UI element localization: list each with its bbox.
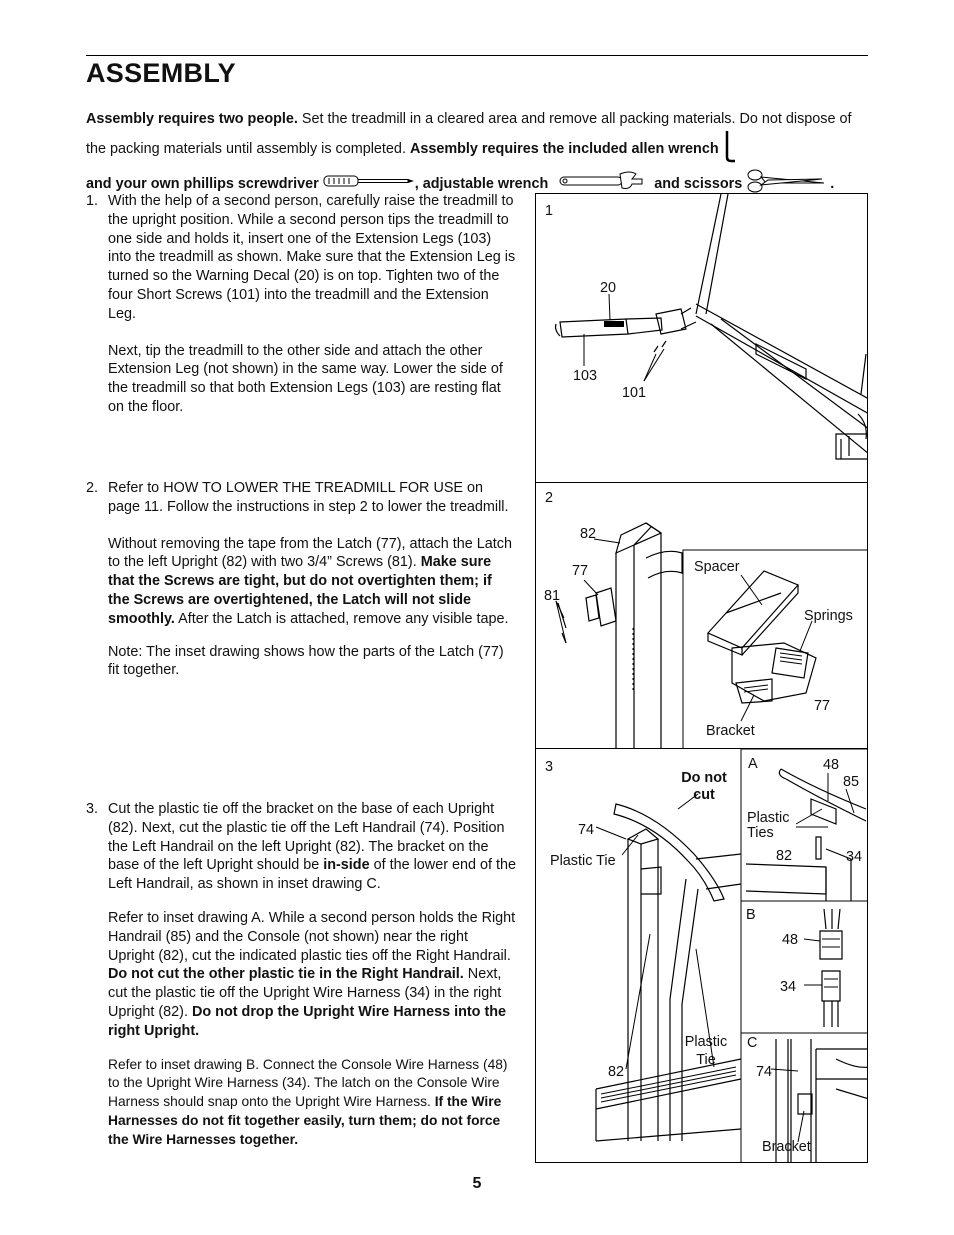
intro-bold-5: and scissors [654, 175, 743, 192]
step-1-para-1: With the help of a second person, carefully raise the treadmill to the upright position. While a second person tips the treadmill to one side and holds it, insert one of the Extension Legs (103) into the treadmill as shown. Make sure that the Extension Leg is turned so the Warning Decal (20) is on top. Tighten two of the four Short Screws (101) into the treadmill and the Extension Leg. [108, 193, 516, 322]
page-number: 5 [472, 1175, 482, 1192]
inset-c-label-bracket: Bracket [762, 1139, 811, 1155]
step-3-bold-3b: If the Wire Harnesses do not fit together easily, turn them; do not force the Wire Harnesses together. [108, 1094, 502, 1147]
step-2-bold-b: Make sure that the Screws are tight, but do not overtighten them; if the Screws are overtightened, the Latch will not slide smoothly. [108, 554, 492, 627]
step-1 [86, 192, 516, 435]
inset-a-label-82: 82 [776, 848, 793, 864]
intro-text-1: Set the treadmill in a cleared area and remove all packing materials. Do not dispose of the packing materials until assembly is completed. [86, 111, 852, 157]
fig-2-label-77: 77 [572, 563, 589, 579]
fig-2-label-spacer: Spacer [694, 559, 740, 575]
page-title: ASSEMBLY [86, 58, 236, 88]
figure-1-panel [535, 193, 868, 483]
intro-paragraph [86, 110, 868, 199]
intro-end: . [830, 175, 835, 192]
figure-3-panel [535, 748, 868, 1163]
inset-a-label-48: 48 [823, 757, 840, 773]
step-3-text-3a: Refer to inset drawing B. Connect the Console Wire Harness (48) to the Upright Wire Harness (34). The latch on the Console Wire Harness should snap onto the Upright Wire Harness. [108, 1056, 508, 1110]
inset-a-letter: A [748, 756, 758, 772]
inset-a-label-85: 85 [843, 774, 860, 790]
fig-3-label-74: 74 [578, 822, 595, 838]
step-3-text-1a: Cut the plastic tie off the bracket on the base of each Upright (82). Next, cut the plastic tie off the Left Handrail (74). Position the Left Handrail on the left Upright (82). The bracket on the base of the left Upright should be [108, 801, 505, 874]
fig-2-label-81: 81 [544, 588, 561, 604]
fig-1-label-101: 101 [622, 385, 647, 401]
inset-b-label-34: 34 [780, 979, 797, 995]
step-3-number: 3. [86, 801, 99, 817]
step-3-para-3 [108, 1056, 516, 1150]
fig-3-label-82: 82 [608, 1064, 625, 1080]
step-3-para-2 [108, 909, 516, 1041]
intro-bold-1: Assembly requires two people. [86, 111, 298, 127]
step-1-number: 1. [86, 193, 99, 209]
step-3 [86, 800, 516, 1168]
figure-2-panel [535, 482, 868, 749]
inset-c-letter: C [747, 1035, 758, 1051]
figure-1-drawing [536, 194, 868, 483]
step-2-para-1: Refer to HOW TO LOWER THE TREADMILL FOR USE on page 11. Follow the instructions in step 2 to lower the treadmill. [108, 480, 509, 515]
step-2-text-a: Without removing the tape from the Latch (77), attach the Latch to the left Upright (82) with two 3/4” Screws (81). [108, 535, 512, 571]
step-2-text-c: After the Latch is attached, remove any visible tape. [174, 610, 509, 627]
fig-2-label-82: 82 [580, 526, 597, 542]
step-3-text-1c: of the lower end of the Left Handrail, as shown in inset drawing C. [108, 857, 516, 893]
inset-a-label-34: 34 [846, 849, 863, 865]
step-3-bold-2b: Do not cut the other plastic tie in the Right Handrail. [108, 966, 464, 983]
top-rule [86, 55, 868, 56]
inset-b-letter: B [746, 907, 756, 923]
step-3-bold-1b: in-side [323, 857, 370, 874]
fig-1-number: 1 [545, 203, 554, 219]
step-3-para-1 [108, 800, 516, 894]
inset-c-label-74: 74 [756, 1064, 773, 1080]
step-2-number: 2. [86, 480, 99, 496]
fig-2-label-bracket: Bracket [706, 723, 755, 739]
fig-3-label-plastic-tie-2: Plastic Tie [684, 1034, 728, 1068]
step-2-para-3: Note: The inset drawing shows how the parts of the Latch (77) fit together. [108, 643, 504, 679]
screwdriver-icon [323, 174, 415, 194]
intro-bold-2: Assembly requires the included allen wrench [409, 140, 719, 157]
fig-3-number: 3 [545, 759, 554, 775]
fig-2-number: 2 [545, 490, 554, 506]
intro-bold-3: and your own phillips screwdriver [86, 175, 319, 192]
fig-3-label-do-not-cut: Do not cut [681, 770, 727, 803]
step-3-bold-2d: Do not drop the Upright Wire Harness into the right Upright. [108, 1003, 507, 1039]
allen-wrench-icon [723, 129, 737, 169]
intro-bold-4: , adjustable wrench [414, 175, 549, 192]
step-3-text-2a: Refer to inset drawing A. While a second person holds the Right Handrail (85) and the Console (not shown) near the right Upright (82), cut the indicated plastic ties off the Right Handrail. [108, 909, 516, 964]
step-1-para-2: Next, tip the treadmill to the other side and attach the other Extension Leg (not shown) in the same way. Lower the side of the treadmill so that both Extension Legs (103) are resting flat on the floor. [108, 342, 503, 415]
inset-a-label-plastic-ties: Plastic Ties [747, 810, 790, 841]
figure-3-drawing [536, 749, 868, 1163]
fig-1-label-103: 103 [573, 368, 598, 384]
inset-b-label-48: 48 [782, 932, 799, 948]
fig-2-label-springs: Springs [804, 608, 853, 624]
step-3-text-2c: Next, cut the plastic tie off the Upright Wire Harness (34) in the right Upright (82). [108, 966, 502, 1020]
fig-2-label-77-inset: 77 [814, 698, 831, 714]
step-2 [86, 479, 516, 698]
warning-decal [604, 321, 624, 327]
fig-3-label-plastic-tie: Plastic Tie [550, 853, 616, 869]
step-2-para-2 [108, 535, 516, 629]
fig-1-label-20: 20 [600, 280, 617, 296]
